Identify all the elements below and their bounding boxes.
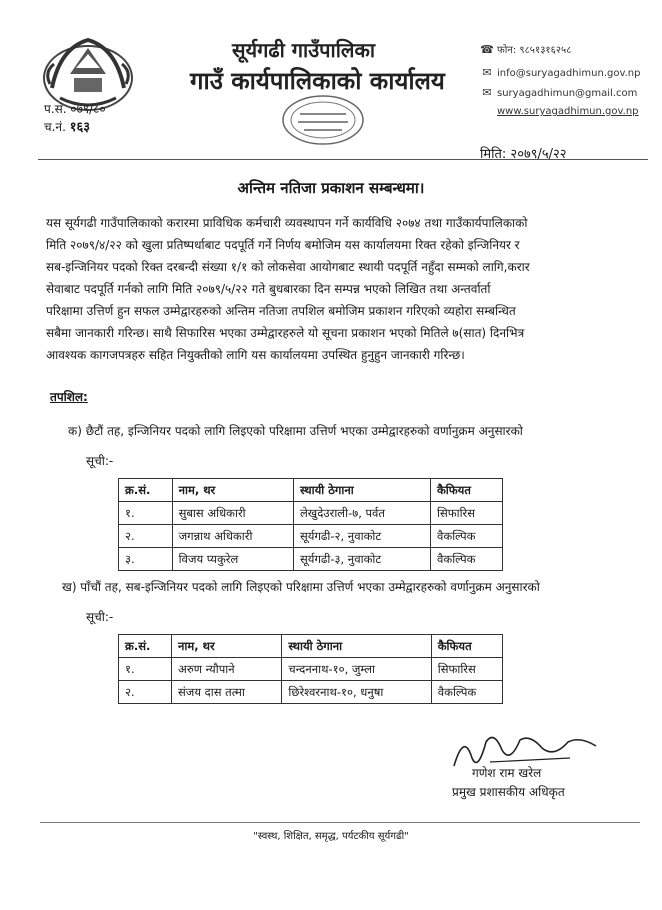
website-link[interactable]: www.suryagadhimun.gov.np bbox=[497, 106, 639, 117]
cell-name: संजय दास तत्मा bbox=[172, 681, 282, 704]
cell-name: विजय प्यकुरेल bbox=[172, 548, 293, 571]
body-line: आवश्यक कागजपत्रहरु सहित नियुक्तीको लागि यस कार्यालयमा उपस्थित हुनुहुन जानकारी गरिन्छ। bbox=[46, 348, 465, 362]
email-icon: ✉ bbox=[482, 66, 492, 79]
email-address[interactable]: info@suryagadhimun.gov.np bbox=[497, 68, 641, 79]
section-a-text: क) छैटौं तह, इन्जिनियर पदको लागि लिइएको परिक्षामा उत्तिर्ण भएका उम्मेद्वारहरुको वर्णानुक्रम अनुसारको bbox=[68, 424, 523, 438]
table-header-row bbox=[119, 635, 503, 658]
table-header-row bbox=[119, 479, 503, 502]
cell-serial: १. bbox=[119, 658, 172, 681]
email-contact[interactable] bbox=[480, 66, 640, 79]
col-serial: क्र.सं. bbox=[119, 479, 173, 502]
body-paragraph bbox=[46, 212, 616, 366]
table-row bbox=[119, 658, 503, 681]
cell-address: सूर्यगढी-२, नुवाकोट bbox=[294, 525, 431, 548]
section-b-list-label: सूची:- bbox=[86, 610, 114, 624]
phone-contact bbox=[480, 42, 571, 56]
sub-engineer-results-table bbox=[118, 634, 503, 704]
cell-address: छिरेश्वरनाथ-१०, धनुषा bbox=[282, 681, 431, 704]
org-name: सूर्यगढी गाउँपालिका bbox=[232, 38, 376, 62]
cell-name: जगन्नाथ अधिकारी bbox=[172, 525, 293, 548]
details-heading: तपशिल: bbox=[50, 390, 88, 404]
body-line: यस सूर्यगढी गाउँपालिकाको करारमा प्राविधिक कर्मचारी व्यवस्थापन गर्ने कार्यविधि २०७४ तथा गाउँकार्यपालिकाको bbox=[46, 216, 528, 230]
body-line: सेवाबाट पदपूर्ति गर्नको लागि मिति २०७९/५/२२ गते बुधबारका दिन सम्पन्न भएको लिखित तथा अन्तर्वार्ता bbox=[46, 282, 491, 296]
cell-remarks: वैकल्पिक bbox=[430, 548, 502, 571]
dispatch-value: १६३ bbox=[69, 120, 91, 135]
section-b-text: ख) पाँचौं तह, सब-इन्जिनियर पदको लागि लिइएको परिक्षामा उत्तिर्ण भएका उम्मेद्वारहरुको वर्णानुक्रम अनुसारको bbox=[62, 580, 540, 594]
signer-designation: प्रमुख प्रशासकीय अधिकृत bbox=[452, 785, 565, 799]
signer-name: गणेश राम खरेल bbox=[472, 766, 542, 780]
cell-serial: २. bbox=[119, 681, 172, 704]
col-serial: क्र.सं. bbox=[119, 635, 172, 658]
email-contact-2[interactable] bbox=[480, 86, 637, 99]
footer-divider bbox=[40, 822, 640, 823]
body-line: सब-इन्जिनियर पदको रिक्त दरबन्दी संख्या १/१ को लोकसेवा आयोगबाट स्थायी पदपूर्ति नहुँदा सम्मको लागि,करार bbox=[46, 260, 530, 274]
cell-remarks: वैकल्पिक bbox=[431, 681, 502, 704]
cell-address: सूर्यगढी-३, नुवाकोट bbox=[294, 548, 431, 571]
cell-serial: ३. bbox=[119, 548, 173, 571]
col-name: नाम, थर bbox=[172, 479, 293, 502]
col-address: स्थायी ठेगाना bbox=[294, 479, 431, 502]
letter-date: मिति: २०७९/५/२२ bbox=[480, 147, 567, 162]
table-row bbox=[119, 548, 503, 571]
office-stamp-icon bbox=[278, 92, 368, 148]
cell-name: सुबास अधिकारी bbox=[172, 502, 293, 525]
col-remarks: कैफियत bbox=[431, 635, 502, 658]
dispatch-label: च.नं. bbox=[44, 120, 66, 134]
email-icon: ✉ bbox=[482, 86, 492, 99]
subject-line: अन्तिम नतिजा प्रकाशन सम्बन्धमा। bbox=[237, 179, 425, 197]
footer-slogan: "स्वस्थ, शिक्षित, समृद्ध, पर्यटकीय सूर्यगढी" bbox=[253, 831, 409, 842]
cell-name: अरुण न्यौपाने bbox=[172, 658, 282, 681]
body-line: परिक्षामा उत्तिर्ण हुन सफल उम्मेद्वारहरुको अन्तिम नतिजा तपशिल बमोजिम प्रकाशन गरिएको व्यहोरा सम्बन्धित bbox=[46, 304, 516, 318]
phone-icon: ☎ bbox=[480, 43, 494, 56]
col-address: स्थायी ठेगाना bbox=[282, 635, 431, 658]
engineer-results-table bbox=[118, 478, 503, 571]
table-row bbox=[119, 525, 503, 548]
table-row bbox=[119, 502, 503, 525]
table-row bbox=[119, 681, 503, 704]
section-a-list-label: सूची:- bbox=[86, 454, 114, 468]
col-remarks: कैफियत bbox=[430, 479, 502, 502]
phone-number: फोन: ९८५१३१६२५८ bbox=[497, 45, 572, 56]
office-name: गाउँ कार्यपालिकाको कार्यालय bbox=[190, 67, 445, 95]
body-line: मिति २०७९/४/२२ को खुला प्रतिष्पर्धाबाट पदपूर्ति गर्ने निर्णय बमोजिम यस कार्यालयमा रिक्त रहेको इन्जिनियर र bbox=[46, 238, 520, 252]
col-name: नाम, थर bbox=[172, 635, 282, 658]
dispatch-number bbox=[44, 117, 90, 135]
header-divider bbox=[38, 159, 648, 160]
cell-serial: २. bbox=[119, 525, 173, 548]
cell-remarks: वैकल्पिक bbox=[430, 525, 502, 548]
email-address-2[interactable]: suryagadhimun@gmail.com bbox=[497, 88, 638, 99]
cell-address: चन्दननाथ-१०, जुम्ला bbox=[282, 658, 431, 681]
cell-remarks: सिफारिस bbox=[430, 502, 502, 525]
cell-address: लेखुदेउराली-७, पर्वत bbox=[294, 502, 431, 525]
cell-serial: १. bbox=[119, 502, 173, 525]
body-line: सबैमा जानकारी गरिन्छ। साथै सिफारिस भएका उम्मेद्वारहरुले यो सूचना प्रकाशन भएको मितिले ७(सात) दिनभित्र bbox=[46, 326, 525, 340]
reference-number: प.सं. ०७९/८० bbox=[44, 102, 106, 116]
cell-remarks: सिफारिस bbox=[431, 658, 502, 681]
